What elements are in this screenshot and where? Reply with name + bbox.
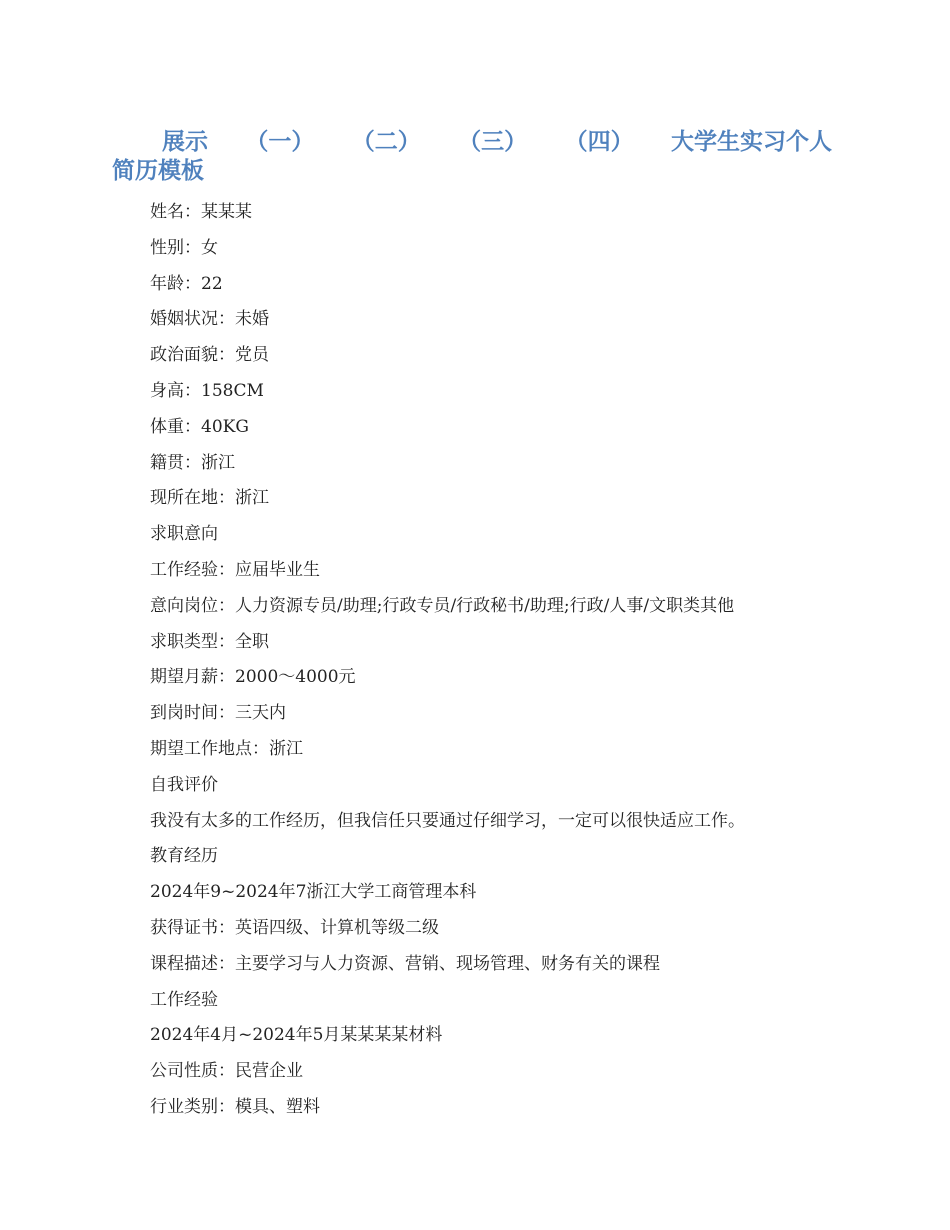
resume-line: 获得证书：英语四级、计算机等级二级 — [150, 917, 439, 938]
title-word: （一） — [245, 129, 315, 155]
section-heading: 工作经验 — [150, 989, 218, 1010]
resume-line: 意向岗位：人力资源专员/助理;行政专员/行政秘书/助理;行政/人事/文职类其他 — [150, 595, 735, 616]
resume-line: 年龄：22 — [150, 273, 223, 294]
resume-line: 姓名：某某某 — [150, 202, 252, 222]
resume-line: 求职类型：全职 — [150, 631, 269, 652]
title-word: 展示 — [162, 129, 208, 155]
resume-line: 期望工作地点：浙江 — [150, 738, 303, 759]
document-title — [112, 128, 832, 186]
resume-line: 到岗时间：三天内 — [150, 703, 286, 724]
title-word: 大学生实习个人 — [670, 129, 832, 155]
title-word: （四） — [564, 129, 634, 155]
resume-line: 籍贯：浙江 — [150, 452, 235, 473]
section-heading: 教育经历 — [150, 846, 218, 867]
resume-body — [150, 197, 910, 1128]
resume-line: 身高：158CM — [150, 380, 264, 401]
resume-line: 工作经验：应届毕业生 — [150, 559, 320, 580]
title-row-1 — [112, 128, 832, 157]
resume-line: 性别：女 — [150, 237, 218, 258]
resume-line: 2024年9~2024年7浙江大学工商管理本科 — [150, 882, 477, 903]
resume-line: 课程描述：主要学习与人力资源、营销、现场管理、财务有关的课程 — [150, 953, 660, 974]
resume-line: 公司性质：民营企业 — [150, 1061, 303, 1082]
title-word: （二） — [351, 129, 421, 155]
resume-line: 政治面貌：党员 — [150, 345, 269, 366]
resume-line: 行业类别：模具、塑料 — [150, 1096, 320, 1117]
resume-line: 婚姻状况：未婚 — [150, 309, 269, 330]
resume-line: 期望月薪：2000～4000元 — [150, 667, 356, 688]
title-row-2: 简历模板 — [112, 158, 204, 184]
resume-line: 现所在地：浙江 — [150, 488, 269, 509]
resume-line: 体重：40KG — [150, 416, 249, 437]
section-heading: 自我评价 — [150, 774, 218, 795]
section-heading: 求职意向 — [150, 524, 218, 545]
resume-line: 我没有太多的工作经历，但我信任只要通过仔细学习，一定可以很快适应工作。 — [150, 810, 745, 831]
title-word: （三） — [458, 129, 528, 155]
resume-line: 2024年4月~2024年5月某某某某材料 — [150, 1025, 443, 1046]
